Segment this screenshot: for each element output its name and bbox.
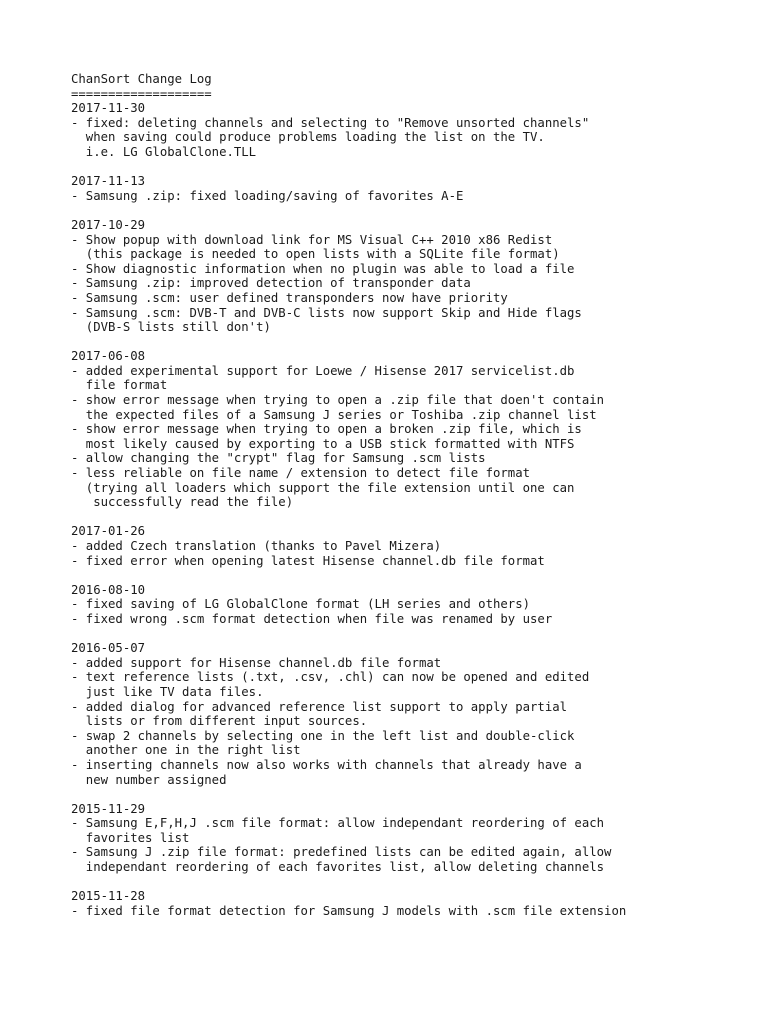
document-line: - allow changing the "crypt" flag for Samsung .scm lists: [71, 451, 486, 466]
document-line: 2017-06-08: [71, 349, 146, 364]
changelog-document: [71, 72, 626, 918]
document-line: - Samsung .scm: DVB-T and DVB-C lists now support Skip and Hide flags: [71, 305, 582, 320]
document-line: - text reference lists (.txt, .csv, .chl) can now be opened and edited: [71, 670, 590, 685]
blank-line: [71, 627, 626, 642]
document-line: - Samsung .zip: fixed loading/saving of favorites A-E: [71, 188, 464, 203]
document-line: (trying all loaders which support the file extension until one can: [71, 480, 575, 495]
blank-line: [71, 160, 626, 175]
document-line: ===================: [71, 86, 212, 101]
document-line: - swap 2 channels by selecting one in the left list and double-click: [71, 728, 575, 743]
document-line: - fixed file format detection for Samsung J models with .scm file extension: [71, 903, 627, 918]
blank-line: [71, 203, 626, 218]
document-line: (this package is needed to open lists with a SQLite file format): [71, 247, 560, 262]
document-line: - added dialog for advanced reference list support to apply partial: [71, 699, 568, 714]
document-line: - Show diagnostic information when no plugin was able to load a file: [71, 261, 575, 276]
document-line: - added Czech translation (thanks to Pavel Mizera): [71, 539, 442, 553]
document-line: most likely caused by exporting to a USB stick formatted with NTFS: [71, 436, 575, 451]
document-line: ChanSort Change Log: [71, 72, 212, 86]
document-line: 2017-11-30: [71, 101, 146, 116]
document-line: - show error message when trying to open a broken .zip file, which is: [71, 422, 582, 437]
document-line: (DVB-S lists still don't): [71, 320, 271, 335]
document-line: 2017-01-26: [71, 524, 146, 539]
document-line: - less reliable on file name / extension to detect file format: [71, 466, 531, 481]
blank-line: [71, 875, 626, 890]
document-line: file format: [71, 378, 168, 393]
document-line: when saving could produce problems loading the list on the TV.: [71, 130, 545, 145]
document-line: - Samsung E,F,H,J .scm file format: allow independant reordering of each: [71, 816, 605, 831]
document-line: 2015-11-29: [71, 801, 146, 816]
document-line: lists or from different input sources.: [71, 714, 368, 729]
document-line: 2017-10-29: [71, 217, 146, 232]
document-line: - fixed saving of LG GlobalClone format (LH series and others): [71, 597, 531, 612]
document-line: another one in the right list: [71, 743, 301, 758]
document-line: 2016-05-07: [71, 641, 146, 656]
document-line: - Samsung .zip: improved detection of transponder data: [71, 276, 471, 291]
blank-line: [71, 335, 626, 350]
document-line: - added experimental support for Loewe / Hisense 2017 servicelist.db: [71, 363, 575, 378]
document-line: 2017-11-13: [71, 174, 146, 189]
document-line: - added support for Hisense channel.db file format: [71, 655, 442, 670]
document-line: - Samsung .scm: user defined transponders now have priority: [71, 290, 508, 305]
document-line: - fixed: deleting channels and selecting to "Remove unsorted channels": [71, 115, 590, 130]
document-line: - inserting channels now also works with channels that already have a: [71, 757, 582, 772]
document-line: 2015-11-28: [71, 889, 146, 904]
blank-line: [71, 510, 626, 525]
document-line: - fixed wrong .scm format detection when file was renamed by user: [71, 611, 553, 626]
document-line: new number assigned: [71, 772, 227, 787]
blank-line: [71, 568, 626, 583]
document-line: successfully read the file): [71, 495, 294, 510]
blank-line: [71, 787, 626, 802]
document-line: - show error message when trying to open a .zip file that doen't contain: [71, 393, 605, 408]
document-line: - Show popup with download link for MS Visual C++ 2010 x86 Redist: [71, 232, 553, 247]
document-line: - Samsung J .zip file format: predefined lists can be edited again, allow: [71, 845, 612, 860]
document-line: - fixed error when opening latest Hisense channel.db file format: [71, 553, 545, 568]
document-line: 2016-08-10: [71, 582, 146, 597]
document-line: just like TV data files.: [71, 684, 264, 699]
document-line: favorites list: [71, 830, 190, 845]
document-line: independant reordering of each favorites list, allow deleting channels: [71, 860, 605, 875]
document-line: the expected files of a Samsung J series or Toshiba .zip channel list: [71, 407, 597, 422]
document-line: i.e. LG GlobalClone.TLL: [71, 144, 257, 159]
